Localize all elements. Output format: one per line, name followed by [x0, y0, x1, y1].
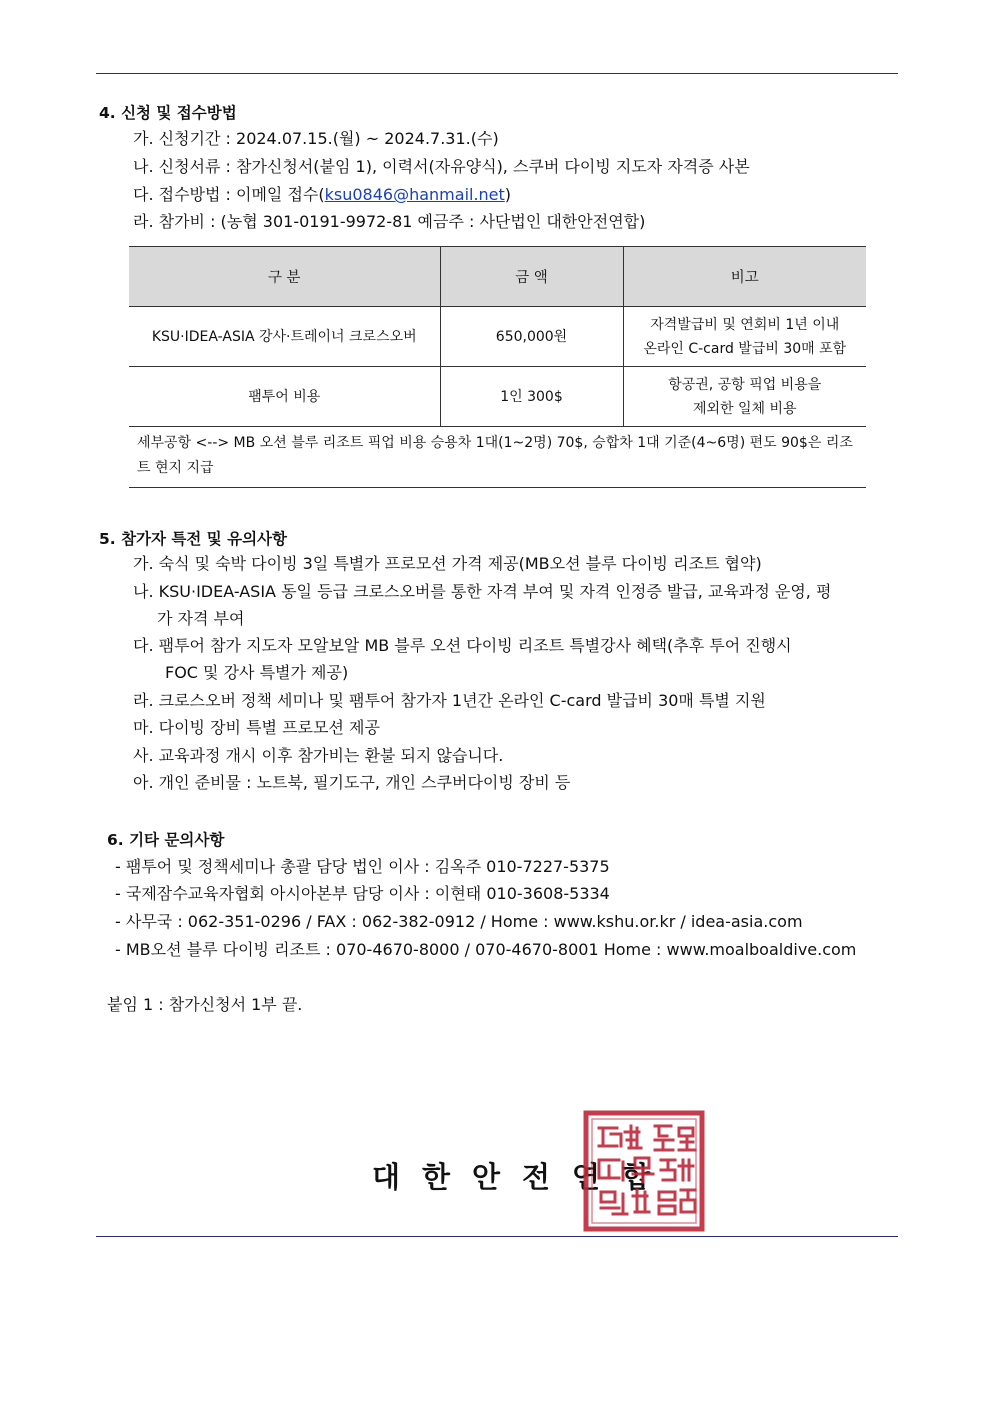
- fee-table: [129, 246, 866, 488]
- row-note-line: 제외한 일체 비용: [692, 400, 797, 417]
- section5-item-ga: 가. 숙식 및 숙박 다이빙 3일 특별가 프로모션 가격 제공(MB오션 블루 다이빙 리조트 협약): [133, 554, 762, 573]
- row-category: 팸투어 비용: [129, 367, 440, 427]
- row-note: [623, 307, 866, 367]
- organization-name: 대한안전연합: [372, 1160, 673, 1194]
- section6-title: 6. 기타 문의사항: [107, 831, 225, 849]
- section5-item-ma: 마. 다이빙 장비 특별 프로모션 제공: [133, 718, 380, 737]
- section4-item-da: [133, 185, 511, 205]
- table-row: [129, 367, 866, 427]
- bottom-rule: [96, 1236, 898, 1237]
- section5-item-sa: 사. 교육과정 개시 이후 참가비는 환불 되지 않습니다.: [133, 746, 504, 765]
- section4-item-ga: 가. 신청기간 : 2024.07.15.(월) ~ 2024.7.31.(수): [133, 129, 499, 148]
- row-note-line: 자격발급비 및 연회비 1년 이내: [650, 316, 840, 333]
- contact-item: - 사무국 : 062-351-0296 / FAX : 062-382-0912 / Home : www.kshu.or.kr / idea-asia.com: [115, 912, 803, 931]
- row-category: KSU·IDEA-ASIA 강사·트레이너 크로스오버: [129, 307, 440, 367]
- section4-item-na: 나. 신청서류 : 참가신청서(붙임 1), 이력서(자유양식), 스쿠버 다이빙 지도자 자격증 사본: [133, 157, 750, 176]
- row-note: [623, 367, 866, 427]
- section4-item-ra: 라. 참가비 : (농협 301-0191-9972-81 예금주 : 사단법인 대한안전연합): [133, 212, 646, 231]
- attachment-note: 붙임 1 : 참가신청서 1부 끝.: [107, 995, 303, 1014]
- fee-table-footnote: 세부공항 <--> MB 오션 블루 리조트 픽업 비용 승용차 1대(1~2명) 70$, 승합차 1대 기준(4~6명) 편도 90$은 리조트 현지 지급: [129, 427, 866, 488]
- section5-item-na-cont: 가 자격 부여: [157, 609, 245, 628]
- contact-item: - 팸투어 및 정책세미나 총괄 담당 법인 이사 : 김옥주 010-7227-5375: [115, 857, 610, 876]
- section5-item-na: 나. KSU·IDEA-ASIA 동일 등급 크로스오버를 통한 자격 부여 및 자격 인정증 발급, 교육과정 운영, 평: [133, 582, 832, 601]
- fee-table-footnote-row: [129, 427, 866, 488]
- header-note: 비고: [623, 247, 866, 307]
- header-category: 구 분: [129, 247, 440, 307]
- contact-item: - MB오션 블루 다이빙 리조트 : 070-4670-8000 / 070-4670-8001 Home : www.moalboaldive.com: [115, 940, 857, 959]
- section5-title: 5. 참가자 특전 및 유의사항: [99, 530, 287, 548]
- section5-item-ra: 라. 크로스오버 정책 세미나 및 팸투어 참가자 1년간 온라인 C-card 발급비 30매 특별 지원: [133, 691, 766, 710]
- table-row: [129, 307, 866, 367]
- section4-title: 4. 신청 및 접수방법: [99, 104, 237, 122]
- official-seal-icon: [583, 1110, 705, 1232]
- contact-item: - 국제잠수교육자협회 아시아본부 담당 이사 : 이현태 010-3608-5334: [115, 884, 610, 903]
- row-note-line: 온라인 C-card 발급비 30매 포함: [643, 340, 847, 357]
- row-note-line: 항공권, 공항 픽업 비용을: [668, 376, 822, 393]
- section5-item-da-cont: FOC 및 강사 특별가 제공): [165, 663, 349, 682]
- row-amount: 1인 300$: [440, 367, 623, 427]
- fee-table-header: [129, 247, 866, 307]
- section4-item-da-close: ): [504, 185, 512, 204]
- top-rule: [96, 73, 898, 74]
- section5-item-a: 아. 개인 준비물 : 노트북, 필기도구, 개인 스쿠버다이빙 장비 등: [133, 773, 571, 792]
- email-link[interactable]: ksu0846@hanmail.net: [324, 185, 505, 204]
- section5-item-da: 다. 팸투어 참가 지도자 모알보알 MB 블루 오션 다이빙 리조트 특별강사 혜택(추후 투어 진행시: [133, 636, 792, 655]
- header-amount: 금 액: [440, 247, 623, 307]
- row-amount: 650,000원: [440, 307, 623, 367]
- section4-item-da-label: 다. 접수방법 : 이메일 접수(: [133, 185, 325, 204]
